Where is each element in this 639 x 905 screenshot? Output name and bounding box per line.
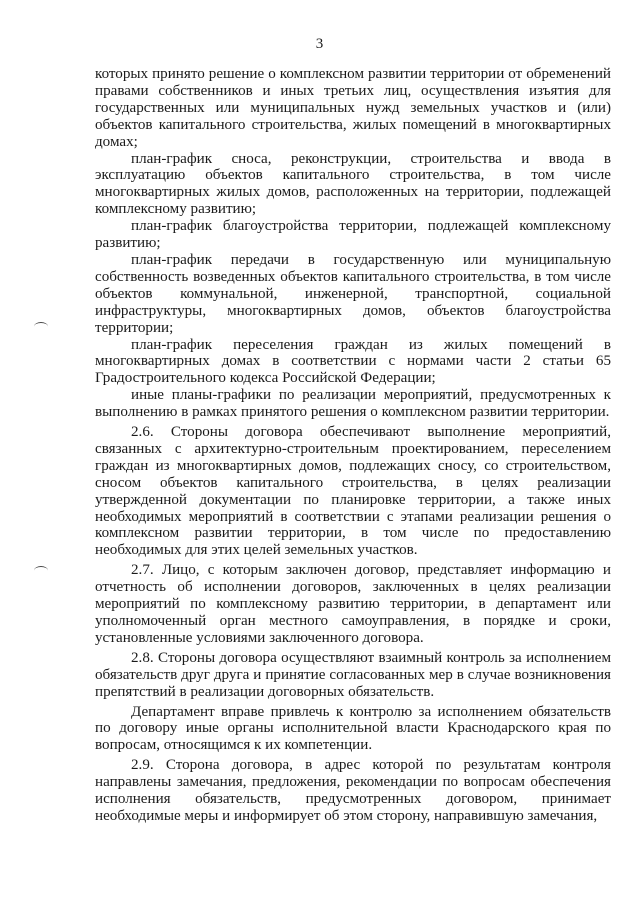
paragraph: план-график сноса, реконструкции, строительства и ввода в эксплуатацию объектов капитального строительства, в том числе многоквартирных жилых домов, расположенных на территории, подлежащей комплексному развитию; [95, 150, 611, 218]
paragraph-clause-2-6: 2.6. Стороны договора обеспечивают выполнение мероприятий, связанных с архитектурно-строительным проектированием, переселением граждан из многоквартирных домов, подлежащих сносу, со строительством, сносом объектов капитального строительства, в целях реализации утвержденной документации по планировке территории, а также иных необходимых мероприятий в соответствии с этапами реализации решения о комплексном развитии территории, в том числе по предоставлению необходимых для этих целей земельных участков. [95, 424, 611, 559]
paragraph: план-график передачи в государственную или муниципальную собственность возведенных объектов капитального строительства, в том числе объектов коммунальной, инженерной, транспортной, социальной инфраструктуры, многоквартирных домов, объектов благоустройства территории; [95, 251, 611, 336]
paragraph: иные планы-графики по реализации мероприятий, предусмотренных к выполнению в рамках принятого решения о комплексном развитии территории. [95, 387, 611, 421]
margin-mark [34, 322, 48, 331]
paragraph-clause-2-9: 2.9. Сторона договора, в адрес которой по результатам контроля направлены замечания, предложения, рекомендации по вопросам обеспечения исполнения обязательств, предусмотренных договором, принимает необходимые меры и информирует об этом сторону, направившую замечания, [95, 757, 611, 824]
page-number: 3 [315, 36, 324, 52]
paragraph-clause-2-8: 2.8. Стороны договора осуществляют взаимный контроль за исполнением обязательств друг друга и принятие согласованных мер в случае возникновения препятствий в реализации договорных обязательств. [95, 649, 611, 700]
paragraph: план-график переселения граждан из жилых помещений в многоквартирных домах в соответствии с нормами части 2 статьи 65 Градостроительного кодекса Российской Федерации; [95, 336, 611, 387]
document-body [95, 66, 611, 825]
paragraph-clause-2-7: 2.7. Лицо, с которым заключен договор, представляет информацию и отчетность об исполнении договоров, заключенных в целях реализации мероприятий по комплексному развитию территории, в департамент или уполномоченный орган местного самоуправления, в порядке и сроки, установленные условиями заключенного договора. [95, 562, 611, 646]
paragraph: Департамент вправе привлечь к контролю за исполнением обязательств по договору иные органы исполнительной власти Краснодарского края по вопросам, относящимся к их компетенции. [95, 703, 611, 754]
margin-mark [34, 566, 48, 575]
paragraph-continuation: которых принято решение о комплексном развитии территории от обременений правами собственников и иных третьих лиц, осуществления изъятия для государственных или муниципальных нужд земельных участков и (или) объектов капитального строительства, жилых помещений в многоквартирных домах; [95, 66, 611, 150]
paragraph: план-график благоустройства территории, подлежащей комплексному развитию; [95, 218, 611, 252]
